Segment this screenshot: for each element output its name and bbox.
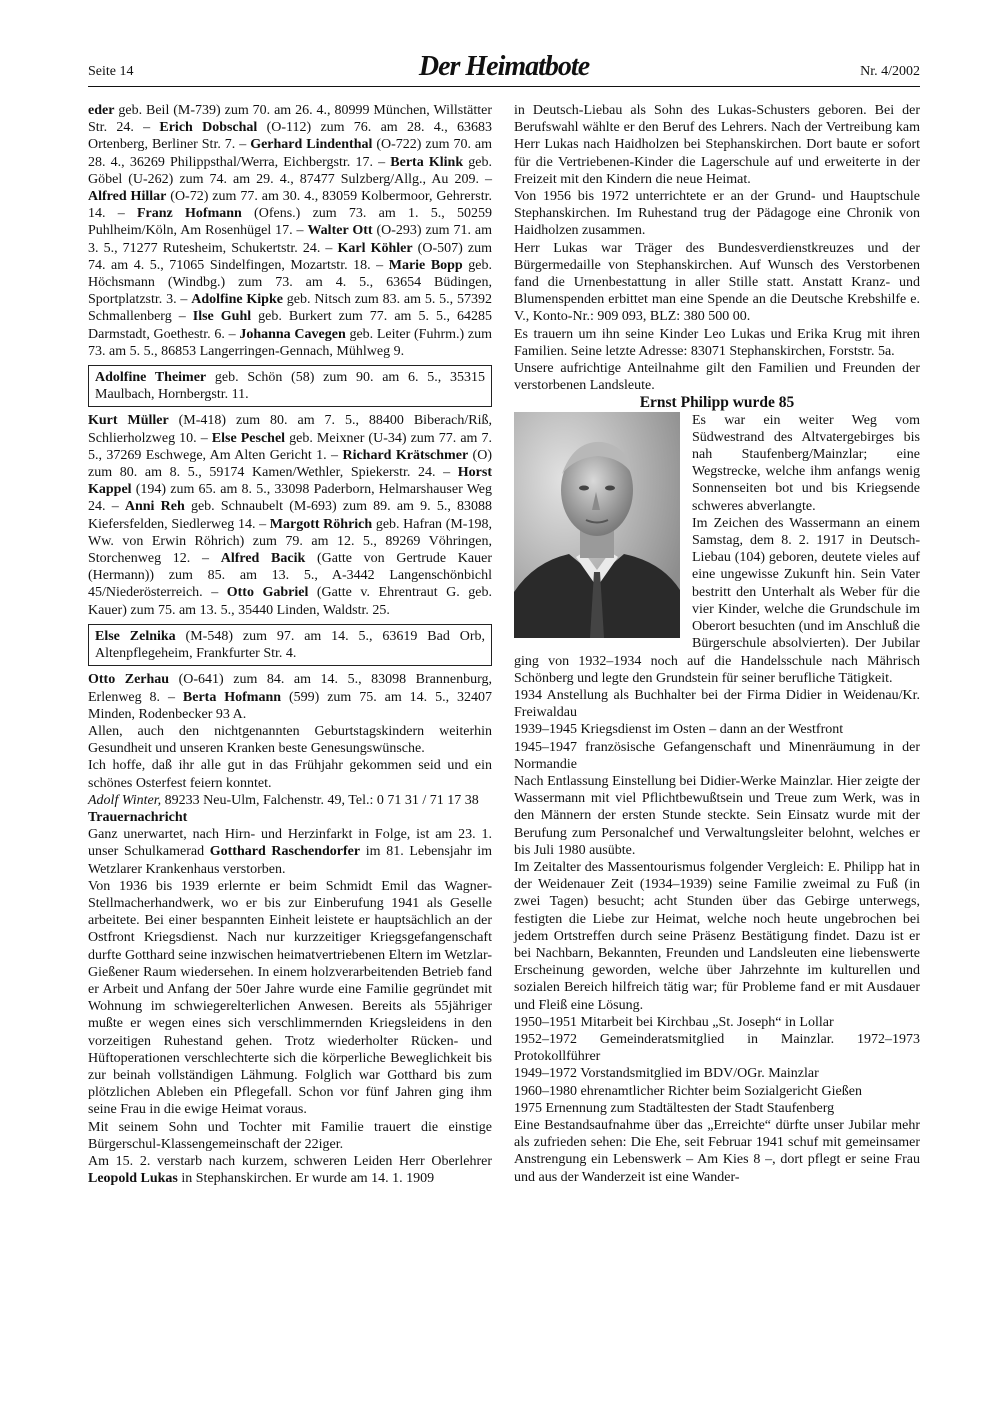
issue-number: Nr. 4/2002	[860, 64, 920, 79]
person-name: Otto Gabriel	[226, 585, 309, 601]
article-paragraph: Nach Entlassung Einstellung bei Didier-Werke Mainzlar. Hier zeigte der Wassermann mit viel Pflichtbewußtsein und Treue zum Werk, was in den Männern der ersten Stunde steckte. Sein Einsatz wurde mit der Berufung zum Personalchef und Verwaltungsleiter belohnt, welches er bis Juli 1980 ausübte.	[514, 773, 920, 858]
signature-name: Adolf Winter,	[88, 792, 162, 808]
article-title: Ernst Philipp wurde 85	[639, 394, 795, 412]
birthday-list-3: Otto Zerhau (O-641) zum 84. am 14. 5., 83098 Brannenburg, Erlenweg 8. – Berta Hofmann (599) zum 75. am 14. 5., 32407 Minden, Rodenbecker 93 A.	[88, 672, 493, 722]
page-number: Seite 14	[88, 64, 134, 79]
obituary-continued: in Deutsch-Liebau als Sohn des Lukas-Schusters geboren. Bei der Berufswahl wählte er den Beruf des Lehrers. Nach der Vertreibung kam Herr Lukas nach Haidholzen bei Stephanskirchen. Dort baute er sofort für die Vertriebenen-Kinder die Lagerschule auf und erweiterte in der Freizeit mit den Kindern die neue Heimat.	[514, 103, 920, 187]
obituary-paragraph: Mit seinem Sohn und Tochter mit Familie trauert die einstige Bürgerschul-Klassengemeinschaft der 22iger.	[88, 1119, 492, 1152]
article-paragraph: 1952–1972 Gemeinderatsmitglied in Mainzlar. 1972–1973 Protokollführer	[514, 1031, 920, 1065]
person-name: Ilse Guhl	[192, 309, 252, 325]
obituary-continued: Herr Lukas war Träger des Bundesverdienstkreuzes und der Bürgermedaille von Stephanskirchen. Auf Wunsch des Verstorbenen fand die Urnenbestattung in aller Stille statt. Anstatt Kranz- und Blumenspenden erbittet man eine Spende an die Deutsche Krebshilfe e. V., Konto-Nr.: 909 093, BLZ: 380 500 00.	[514, 240, 920, 325]
person-name: Adolfine Kipke	[191, 292, 283, 308]
left-column	[88, 102, 492, 1187]
article-paragraph: Es war ein weiter Weg vom Südwestrand des Altvatergebirges bis nah Staufenberg/Mainzlar; eine Wegstrecke, welche ihm anfangs wenig Sonnenseiten bot und bis Kriegsende schweres abverlangte.	[692, 412, 920, 514]
highlight-box-zelnika	[88, 624, 492, 666]
obituary-continued: Von 1956 bis 1972 unterrichtete er an der Grund- und Hauptschule Stephanskirchen. Im Ruhestand trug der Pädagoge eine Chronik von Haidholzen zusammen.	[514, 189, 920, 239]
article-paragraph: 1939–1945 Kriegsdienst im Osten – dann an der Westfront	[514, 722, 844, 738]
person-name: Berta Klink	[390, 154, 464, 170]
portrait-image	[514, 412, 680, 638]
wishes-text: Ich hoffe, daß ihr alle gut in das Frühjahr gekommen seid und ein schönes Osterfest feiern konntet.	[88, 758, 492, 791]
highlight-box-theimer	[88, 365, 492, 407]
person-name: Adolfine Theimer	[95, 370, 207, 386]
birthday-list-1: eder geb. Beil (M-739) zum 70. am 26. 4., 80999 München, Willstätter Str. 24. – Erich Dobschal (O-112) zum 76. am 28. 4., 63683 Ortenberg, Berliner Str. 7. – Gerhard Lindenthal (O-722) zum 70. am 28. 4., 36269 Philippsthal/Werra, Eichbergstr. 17. – Berta Klink geb. Göbel (U-262) zum 74. am 29. 4., 87477 Sulzberg/Allg., Au 209. – Alfred Hillar (O-72) zum 77. am 30. 4., 83059 Kolbermoor, Gehrerstr. 14. – Franz Hofmann (Ofens.) zum 73. am 1. 5., 50259 Puhlheim/Köln, Am Rosenhügel 17. – Walter Ott (O-293) zum 71. am 3. 5., 71277 Rutesheim, Schukertstr. 24. – Karl Köhler (O-507) zum 74. am 4. 5., 71065 Sindelfingen, Mozartstr. 18. – Marie Bopp geb. Höchsmann (Windbg.) zum 73. am 4. 5., 63654 Büdingen, Sportplatzstr. 3. – Adolfine Kipke geb. Nitsch zum 83. am 5. 5., 57392 Schmallenberg – Ilse Guhl geb. Burkert zum 77. am 5. 5., 64285 Darmstadt, Goethestr. 6. – Johanna Cavegen geb. Leiter (Fuhrm.) zum 73. am 5. 5., 86853 Langerringen-Gennach, Mühlweg 9.	[88, 103, 493, 359]
person-name: Anni Reh	[124, 499, 185, 515]
person-name: Karl Köhler	[337, 240, 413, 256]
box-text: Else Zelnika (M-548) zum 97. am 14. 5., 63619 Bad Orb, Altenpflegeheim, Frankfurter Str. 4.	[95, 628, 485, 662]
obituary-title: Trauernachricht	[88, 809, 188, 825]
person-name: Kurt Müller	[88, 413, 169, 429]
obituary-continued: Unsere aufrichtige Anteilnahme gilt den Familien und Freunden der verstorbenen Landsleute.	[514, 361, 920, 394]
right-column	[514, 102, 920, 1186]
signature	[88, 792, 492, 809]
person-name: Franz Hofmann	[137, 206, 242, 222]
person-name: Gerhard Lindenthal	[250, 137, 373, 153]
person-name: Margott Röhrich	[269, 516, 373, 532]
person-name: Otto Zerhau	[88, 672, 170, 688]
person-name: Richard Krätschmer	[342, 447, 469, 463]
person-name: Marie Bopp	[388, 257, 463, 273]
person-name: Walter Ott	[307, 223, 373, 239]
article-paragraph: 1949–1972 Vorstandsmitglied im BDV/OGr. Mainzlar	[514, 1066, 819, 1082]
person-name: Leopold Lukas	[88, 1171, 178, 1187]
person-name: Gotthard Raschendorfer	[209, 844, 361, 860]
birthday-list-2: Kurt Müller (M-418) zum 80. am 7. 5., 88400 Biberach/Riß, Schlierholzweg 10. – Else Peschel geb. Meixner (U-34) zum 77. am 7. 5., 37269 Eschwege, Am Alten Gericht 1. – Richard Krätschmer (O) zum 80. am 8. 5., 59174 Kamen/Wethler, Spiekerstr. 24. – Horst Kappel (194) zum 65. am 8. 5., 33098 Paderborn, Helmarshauser Weg 24. – Anni Reh geb. Schnaubelt (M-693) zum 89. am 9. 5., 83088 Kiefersfelden, Siedlerweg 14. – Margott Röhrich geb. Hafran (M-198, Ww. von Erwin Röhrich) zum 79. am 12. 5., 89269 Vöhringen, Storchenweg 12. – Alfred Bacik (Gatte von Gertrude Kauer (Hermann)) zum 85. am 13. 5., A-3442 Langenschönbichl 45/Niederösterreich. – Otto Gabriel (Gatte v. Ehrentraut G. geb. Kauer) zum 75. am 13. 5., 35440 Linden, Waldstr. 25.	[88, 413, 493, 618]
obituary-paragraph: Ganz unerwartet, nach Hirn- und Herzinfarkt in Folge, ist am 23. 1. unser Schulkamerad Gotthard Raschendorfer im 81. Lebensjahr im Wetzlarer Krankenhaus verstorben.	[88, 827, 492, 877]
person-name: Erich Dobschal	[159, 120, 258, 136]
obituary-paragraph: Von 1936 bis 1939 erlernte er beim Schmidt Emil das Wagner-Stellmacherhandwerk, wo er bis zur Einberufung 1941 als Geselle arbeitete. Bei einer bespannten Einheit leistete er hauptsächlich an der Ostfront Kriegsdienst. Nach nur kurzzeitiger Kriegsgefangenschaft durfte Gotthard seine inzwischen heimatvertriebenen Eltern im Wetzlar-Gießener Raum wiedersehen. In einem holzverarbeitenden Betrieb fand er Arbeit und Anfang der 50er Jahre wurde eine Familie gegründet mit Wohnung im schwiegerelterlichen Anwesen. Bereits als 55jähriger mußte er wegen eines sich verschlimmernden Kriegsleidens in den vorzeitigen Ruhestand gehen. Trotz wiederholter Rücken- und Hüftoperationen verschlechterte sich die körperliche Beweglichkeit bis zur beinah vollständigen Lähmung. Folglich war Gotthard bis zum plötzlichen Ableben ein Pflegefall. Schon vor fünf Jahren ging ihm seine Frau in die ewige Heimat voraus.	[88, 878, 492, 1118]
person-name: Else Peschel	[211, 430, 286, 446]
article-paragraph: 1975 Ernennung zum Stadtältesten der Stadt Staufenberg	[514, 1100, 835, 1116]
article-paragraph: 1960–1980 ehrenamtlicher Richter beim Sozialgericht Gießen	[514, 1083, 862, 1099]
person-name: Berta Hofmann	[182, 689, 282, 705]
obituary-paragraph: Am 15. 2. verstarb nach kurzem, schweren Leiden Herr Oberlehrer Leopold Lukas in Stephanskirchen. Er wurde am 14. 1. 1909	[88, 1153, 492, 1187]
wishes-text: Allen, auch den nichtgenannten Geburtstagskindern weiterhin Gesundheit und unseren Kranken beste Genesungswünsche.	[88, 723, 492, 757]
article-paragraph: 1945–1947 französische Gefangenschaft und Minenräumung in der Normandie	[514, 739, 920, 772]
portrait-photo	[514, 412, 680, 638]
page-header	[88, 51, 920, 87]
person-name: Else Zelnika	[95, 628, 176, 644]
signature-address: 89233 Neu-Ulm, Falchenstr. 49, Tel.: 0 71 31 / 71 17 38	[161, 792, 479, 808]
person-name: Alfred Hillar	[88, 189, 167, 205]
masthead-logo: Der Heimatbote	[418, 51, 590, 82]
article-paragraph: 1950–1951 Mitarbeit bei Kirchbau „St. Joseph“ in Lollar	[514, 1014, 834, 1030]
obituary-continued: Es trauern um ihn seine Kinder Leo Lukas und Erika Krug mit ihren Familien. Seine letzte Adresse: 83071 Stephanskirchen, Forststr. 5a.	[514, 326, 920, 359]
person-name: Horst Kappel	[88, 465, 492, 498]
person-name: eder	[88, 103, 115, 118]
box-text: Adolfine Theimer geb. Schön (58) zum 90. am 6. 5., 35315 Maulbach, Hornbergstr. 11.	[95, 370, 485, 403]
person-name: Alfred Bacik	[220, 551, 306, 567]
article-paragraph: 1934 Anstellung als Buchhalter bei der Firma Didier in Weidenau/Kr. Freiwaldau	[514, 687, 920, 721]
article-paragraph: Im Zeichen des Wassermann an einem Samstag, dem 8. 2. 1917 in Deutsch-Liebau (104) geboren, deutete vieles auf eine ungewisse Zukunft hin. Sein Vater bestritt den Unterhalt als Weber für die vier Kinder, welche die Grundschule im Oberort besuchten (und im Anschluß die Bürgerschule absolvierten). Der Jubilar ging von 1932–1934 noch auf die Handelsschule nach Mährisch Schönberg und legte den Grundstein für seiner berufliche Tätigkeit.	[514, 515, 920, 686]
person-name: Johanna Cavegen	[239, 326, 346, 342]
article-paragraph: Eine Bestandsaufnahme über das „Erreichte“ dürfte unser Jubilar mehr als zufrieden sehen: Die Ehe, seit Februar 1941 schuf mit gemeinsamer Anstrengung ein Lebenswerk – Am Kies 8 –, dort pflegt er seine Frau und aus der Wanderzeit ist eine Wander-	[514, 1117, 920, 1185]
article-paragraph: Im Zeitalter des Massentourismus folgender Vergleich: E. Philipp hat in der Weidenauer Zeit (1934–1939) seine Familie zweimal zu Fuß (in zwei Tagen) besucht; acht Stunden über das Gebirge unterwegs, festigten die Liebe zur Heimat, welche noch heute ungebrochen bei jedem Ortstreffen durch seine Präsenz Bestätigung findet. Dazu ist er bei Nachbarn, Bekannten, Freunden und Landsleuten eine liebenswerte Erscheinung geworden, welche über Jahrzehnte im kulturellen und sozialen Bereich hilfreich tätig war; für Probleme fand er mit Ausdauer und Fleiß eine Lösung.	[514, 859, 920, 1013]
